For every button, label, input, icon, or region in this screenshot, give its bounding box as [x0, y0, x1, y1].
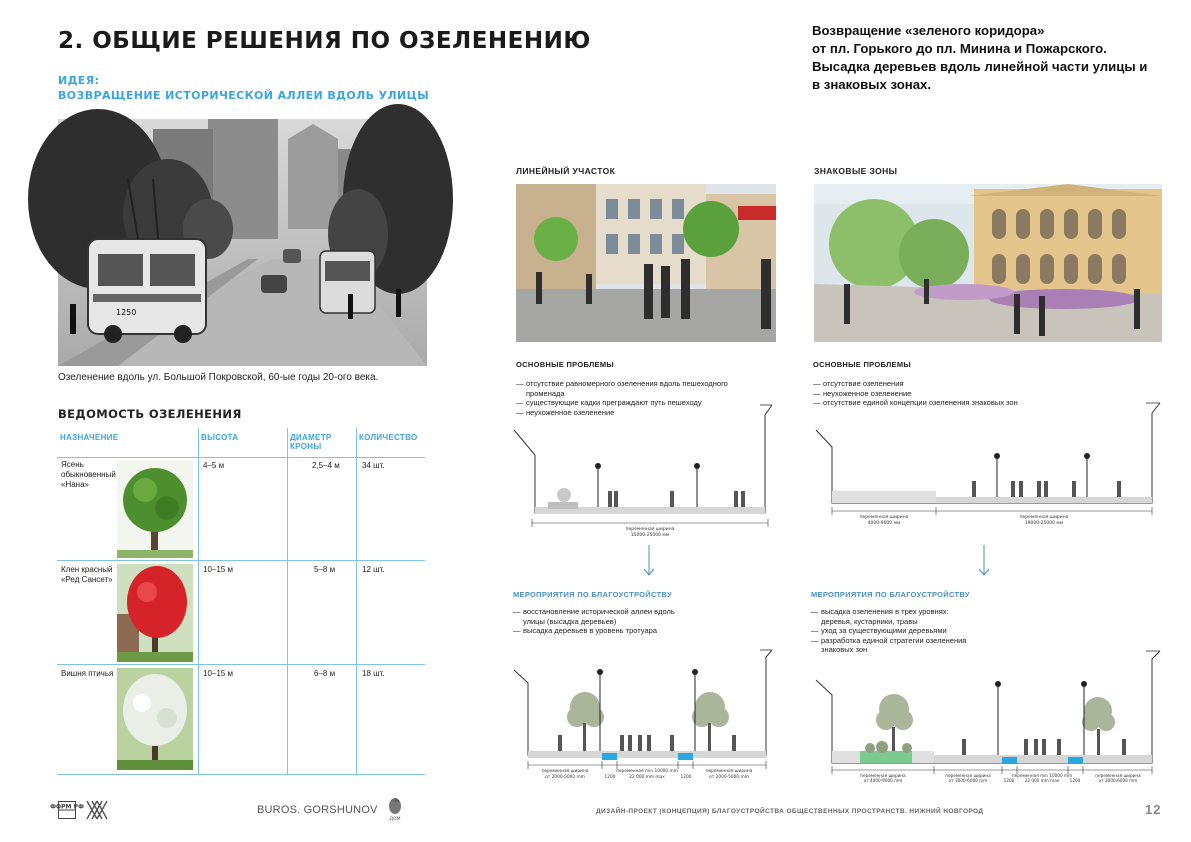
page-title: 2. ОБЩИЕ РЕШЕНИЯ ПО ОЗЕЛЕНЕНИЮ — [58, 28, 591, 54]
dim-value: от 2000-5000 mm — [709, 775, 749, 780]
idea-block — [58, 73, 429, 103]
historic-photo-drawing — [58, 119, 427, 366]
dim-value: 22 000 mm max — [1024, 778, 1060, 783]
dim-label: переменная ширина — [1019, 515, 1069, 520]
linear-title: ЛИНЕЙНЫЙ УЧАСТОК — [516, 166, 616, 176]
table-cell-height: 10–15 м — [203, 565, 233, 574]
idea-text: ВОЗВРАЩЕНИЕ ИСТОРИЧЕСКОЙ АЛЛЕИ ВДОЛЬ УЛИЦЫ — [58, 89, 430, 102]
arrow-down-icon — [978, 545, 990, 577]
table-col-divider — [198, 428, 199, 774]
dim-label: переменная ширина — [945, 773, 991, 778]
list-item: — высадка озеленения в трех уровнях: деревья, кустарники, травы — [811, 607, 976, 626]
bird-logo-text: ДОМ — [389, 817, 401, 822]
table-col-divider — [287, 428, 288, 774]
dim-value: 22 000 mm max — [629, 775, 665, 780]
table-cell-crown: 6–8 м — [314, 669, 336, 678]
dim-value: 1200 — [1069, 778, 1081, 783]
dim-value: от 4000-9000 mm — [863, 778, 903, 783]
dim-value: 1200 — [1003, 778, 1015, 783]
ash-tree-drawing — [117, 460, 193, 558]
bird-cherry-image — [117, 668, 193, 770]
intro-text — [812, 22, 1172, 94]
landmark-section-existing-drawing — [812, 395, 1164, 535]
red-maple-image — [117, 564, 193, 662]
bus-number: 1250 — [116, 308, 137, 317]
dom-rf-logo-drawing — [50, 801, 84, 819]
table-cell-qty: 12 шт. — [362, 565, 385, 574]
list-item: — отсутствие равномерного озеленения вдоль пешеходного променада — [516, 379, 766, 398]
arrow-down-icon — [643, 545, 655, 577]
red-maple-drawing — [117, 564, 193, 662]
dim-value: от 2000-5000 mm — [545, 775, 585, 780]
intro-line: в знаковых зонах. — [812, 77, 932, 92]
dim-value: от 3000-6000 mm — [1098, 778, 1138, 783]
arrow-down-icon-drawing — [643, 545, 655, 577]
list-item: — уход за существующими деревьями — [811, 626, 976, 636]
col-header-purpose: НАЗНАЧЕНИЕ — [60, 433, 119, 442]
col-header-qty: КОЛИЧЕСТВО — [359, 433, 418, 442]
col-header-height: ВЫСОТА — [201, 433, 239, 442]
list-item: — отсутствие единой концепции озеленения знаковых зон — [813, 398, 1073, 408]
table-header-divider — [57, 457, 425, 458]
dim-label: переменная min 10000 mm — [1011, 773, 1073, 778]
page-number: 12 — [1145, 802, 1162, 817]
linear-measures-list — [513, 607, 688, 636]
brand-name: BUROS. GORSHUNOV — [257, 804, 378, 816]
project-footer-text: ДИЗАЙН-ПРОЕКТ (КОНЦЕПЦИЯ) БЛАГОУСТРОЙСТВА ОБЩЕСТВЕННЫХ ПРОСТРАНСТВ. НИЖНИЙ НОВГОРОД — [596, 808, 984, 815]
bird-logo — [384, 796, 406, 822]
table-row-divider — [57, 560, 425, 561]
table-cell-crown: 2,5–4 м — [312, 461, 340, 470]
linear-section-existing-drawing — [510, 395, 775, 545]
list-item: — отсутствие озеленения — [813, 379, 1073, 389]
table-col-divider — [356, 428, 357, 774]
dim-label: переменная ширина — [705, 769, 753, 774]
list-item: — неухоженное озеленение — [813, 389, 1073, 399]
dom-rf-logo — [50, 801, 84, 819]
list-item: — восстановление исторической аллеи вдоль улицы (высадка деревьев) — [513, 607, 688, 626]
table-row-name: Ясень обыкновенный «Нана» — [61, 460, 116, 489]
dim-label: переменная min 10000 mm — [616, 769, 678, 774]
table-cell-height: 4–5 м — [203, 461, 225, 470]
inventory-table — [57, 428, 425, 778]
inventory-title: ВЕДОМОСТЬ ОЗЕЛЕНЕНИЯ — [58, 407, 242, 421]
linear-section-proposed — [510, 645, 780, 790]
landmark-section-existing — [812, 395, 1164, 535]
linear-problems-title: ОСНОВНЫЕ ПРОБЛЕМЫ — [516, 360, 615, 369]
landmark-section-proposed — [812, 645, 1166, 790]
idea-label: ИДЕЯ: — [58, 74, 100, 87]
dim-value: 15000-25000 мм — [630, 533, 670, 538]
table-row-name: Вишня птичья — [61, 669, 114, 678]
linear-render-drawing — [516, 184, 776, 342]
dim-value: от 3000-6000 mm — [948, 778, 988, 783]
landmark-problems-title: ОСНОВНЫЕ ПРОБЛЕМЫ — [813, 360, 912, 369]
dim-label: переменная ширина — [625, 527, 675, 532]
linear-section-proposed-drawing — [510, 645, 780, 790]
table-cell-height: 10–15 м — [203, 669, 233, 678]
intro-line: Высадка деревьев вдоль линейной части улицы и — [812, 59, 1148, 74]
table-row-name: Клен красный «Ред Сансет» — [61, 565, 113, 584]
intro-line: от пл. Горького до пл. Минина и Пожарского. — [812, 41, 1107, 56]
dim-label: переменная ширина — [541, 769, 589, 774]
table-cell-crown: 5–8 м — [314, 565, 336, 574]
dim-value: 1200 — [680, 775, 692, 780]
linear-measures-title: МЕРОПРИЯТИЯ ПО БЛАГОУСТРОЙСТВУ — [513, 590, 672, 599]
dim-value: 4000-9000 мм — [867, 521, 901, 526]
landmark-title: ЗНАКОВЫЕ ЗОНЫ — [814, 166, 898, 176]
table-cell-qty: 34 шт. — [362, 461, 385, 470]
landmark-render-drawing — [814, 184, 1162, 342]
photo-caption: Озеленение вдоль ул. Большой Покровской, 60-ые годы 20-ого века. — [58, 372, 379, 383]
col-header-crown: ДИАМЕТР КРОНЫ — [290, 433, 332, 451]
linear-render — [516, 184, 776, 342]
list-item: — высадка деревьев в уровень тротуара — [513, 626, 688, 636]
table-bottom-line — [57, 774, 425, 775]
dom-rf-logo-text: ФОРМ РФ — [50, 803, 84, 811]
list-item: — существующие кадки преграждают путь пешеходу — [516, 398, 766, 408]
intro-line: Возвращение «зеленого коридора» — [812, 23, 1045, 38]
linear-section-existing — [510, 395, 775, 545]
dim-label: переменная ширина — [860, 773, 906, 778]
dim-label: переменная ширина — [859, 515, 909, 520]
dim-value: 1200 — [604, 775, 616, 780]
pattern-logo — [87, 801, 109, 819]
table-row-divider — [57, 664, 425, 665]
bird-cherry-drawing — [117, 668, 193, 770]
landmark-render — [814, 184, 1162, 342]
ash-tree-image — [117, 460, 193, 558]
dim-value: 19000-25000 мм — [1024, 521, 1064, 526]
pattern-logo-drawing — [87, 801, 109, 819]
list-item: — разработка единой стратегии озеленения знаковых зон — [811, 636, 976, 655]
landmark-section-proposed-drawing — [812, 645, 1166, 790]
arrow-down-icon-drawing — [978, 545, 990, 577]
dim-label: переменная ширина — [1095, 773, 1141, 778]
list-item: — неухоженное озеленение — [516, 408, 766, 418]
bird-logo-drawing — [384, 796, 406, 822]
table-cell-qty: 18 шт. — [362, 669, 385, 678]
landmark-measures-title: МЕРОПРИЯТИЯ ПО БЛАГОУСТРОЙСТВУ — [811, 590, 970, 599]
historic-street-photo — [58, 119, 427, 366]
